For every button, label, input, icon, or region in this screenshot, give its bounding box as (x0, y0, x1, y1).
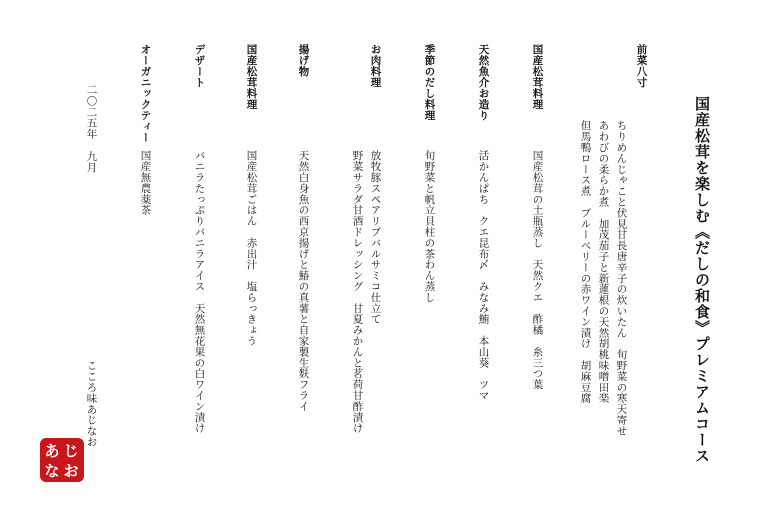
store-name: こころ味あじなお (85, 360, 98, 448)
svg-text:じ: じ (63, 442, 79, 460)
section-heading-matsutake-2: 国産松茸料理 (245, 44, 258, 110)
zensai-item-2: あわびの柔らか煮 加茂茄子と新蓮根の天然胡桃味噌田楽 (597, 120, 610, 404)
agemono-item: 天然白身魚の西京揚げと鰆の真薯と自家製生麩フライ (297, 150, 310, 412)
section-heading-matsutake-1: 国産松茸料理 (531, 44, 544, 110)
zensai-item-1: ちりめんじゃこと伏見甘長唐辛子の炊いたん 旬野菜の寒天寄せ (615, 120, 628, 437)
menu-title: 国産松茸を楽しむ《だしの和食》プレミアムコース (693, 96, 711, 464)
zensai-item-3: 但馬鴨ロース煮 ブルーベリーの赤ワイン漬け 胡麻豆腐 (579, 120, 592, 404)
section-heading-tea: オーガニックティー (139, 44, 152, 143)
section-heading-dashi: 季節のだし料理 (423, 44, 436, 121)
section-heading-zensai: 前菜八寸 (635, 44, 648, 88)
otsukuri-item: 活かんぱち クエ昆布〆 みなみ鮪 本山葵 ツマ (477, 150, 490, 401)
section-heading-meat: お肉料理 (369, 44, 382, 88)
svg-text:お: お (63, 462, 79, 480)
section-heading-dessert: デザート (193, 44, 206, 88)
section-heading-agemono: 揚げ物 (297, 44, 310, 77)
matsutake-2-item: 国産松茸ごはん 赤出汁 塩らっきょう (245, 150, 258, 347)
meat-item-1: 放牧豚スペアリブバルサミコ仕立て (369, 150, 382, 325)
section-heading-otsukuri: 天然魚介お造り (477, 44, 490, 121)
svg-text:な: な (44, 462, 60, 480)
dessert-item: バニラたっぷりバニラアイス 天然無花果の白ワイン漬け (193, 150, 206, 434)
store-seal-stamp (38, 436, 86, 484)
meat-item-2: 野菜サラダ甘酒ドレッシング 甘夏みかんと茗荷甘酢漬け (351, 150, 364, 434)
tea-item: 国産無農薬茶 (139, 150, 152, 216)
menu-date: 二〇二五年 九月 (85, 84, 98, 173)
svg-text:あ: あ (44, 442, 60, 460)
dashi-item: 旬野菜と帆立貝柱の茶わん蒸し (423, 150, 436, 303)
matsutake-1-item: 国産松茸の土瓶蒸し 天然クエ 酢橘 糸三つ葉 (531, 150, 544, 390)
